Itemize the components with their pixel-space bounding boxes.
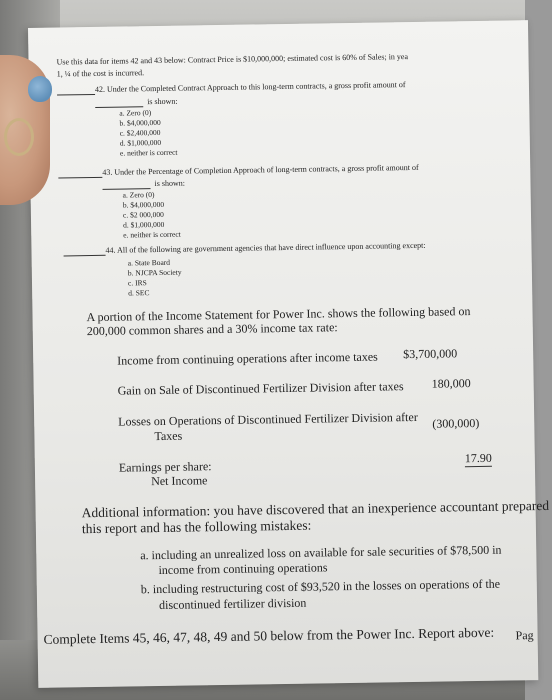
q44-stem: 44. All of the following are government agencies that have direct influence upon accounting except: [105, 240, 426, 255]
q42-stem-2: is shown: [147, 96, 178, 107]
portion-line-1: A portion of the Income Statement for Power Inc. shows the following based on [86, 304, 471, 325]
eps-value: 17.90 [464, 450, 492, 466]
q42-option-a: a. Zero (0) [119, 108, 152, 118]
q44-option-c: c. IRS [127, 278, 147, 288]
q43-option-b: b. $4,000,000 [122, 199, 165, 210]
gain-sale-value: 180,000 [431, 376, 471, 391]
q44-option-d: d. SEC [128, 288, 150, 298]
intro-line-1: Use this data for items 42 and 43 below: Contract Price is $10,000,000; estimated cost is 60% of Sales; in yea [56, 52, 409, 67]
q43-stem: 43. Under the Percentage of Completion Approach of long-term contracts, a gross profit amount of [102, 162, 419, 177]
losses-operations-value: (300,000) [432, 415, 480, 431]
complete-items-instruction: Complete Items 45, 46, 47, 48, 49 and 50 below from the Power Inc. Report above: [43, 624, 495, 647]
income-continuing-label: Income from continuing operations after income taxes [117, 349, 378, 368]
q43-option-d: d. $1,000,000 [123, 219, 165, 230]
q42-option-d: d. $1,000,000 [119, 137, 162, 148]
q42-option-e: e. neither is correct [119, 147, 178, 158]
painted-fingernail [28, 76, 52, 102]
q42-option-c: c. $2,400,000 [119, 127, 161, 138]
page-label: Pag [515, 628, 534, 643]
q43-option-a: a. Zero (0) [122, 190, 155, 200]
mistake-a-cont: income from continuing operations [158, 560, 328, 578]
answer-blank-43[interactable] [58, 177, 102, 179]
q44-option-b: b. NJCPA Society [127, 267, 182, 278]
q42-option-b: b. $4,000,000 [119, 117, 161, 128]
q44-option-a: a. State Board [127, 257, 171, 268]
additional-line-1: Additional information: you have discovered that an inexperience accountant prepared [81, 497, 550, 521]
losses-operations-label-2: Taxes [154, 428, 183, 444]
losses-operations-label: Losses on Operations of Discontinued Fertilizer Division after [118, 409, 418, 429]
q42-stem: 42. Under the Completed Contract Approach to this long-term contracts, a gross profit amount of [94, 80, 406, 94]
finger-ring [4, 118, 34, 156]
worksheet-content [28, 20, 550, 688]
worksheet-paper [28, 20, 550, 688]
net-income-label: Net Income [151, 473, 208, 489]
additional-line-2: this report and has the following mistakes: [81, 517, 312, 537]
mistake-b-cont: discontinued fertilizer division [158, 595, 307, 613]
intro-line-2: 1, ¼ of the cost is incurred. [56, 68, 145, 79]
income-continuing-value: $3,700,000 [403, 346, 458, 362]
mistake-a: a. including an unrealized loss on available for sale securities of $78,500 in [140, 542, 502, 563]
q43-option-e: e. neither is correct [123, 229, 181, 240]
eps-label: Earnings per share: [118, 459, 212, 475]
answer-blank-42[interactable] [57, 94, 95, 96]
mistake-b: b. including restructuring cost of $93,520 in the losses on operations of the [140, 576, 501, 597]
answer-blank-44[interactable] [64, 255, 106, 257]
q43-option-c: c. $2 000,000 [122, 209, 164, 220]
q43-stem-2: is shown: [154, 178, 185, 189]
portion-line-2: 200,000 common shares and a 30% income tax rate: [86, 320, 338, 339]
gain-sale-label: Gain on Sale of Discontinued Fertilizer Division after taxes [117, 379, 404, 398]
